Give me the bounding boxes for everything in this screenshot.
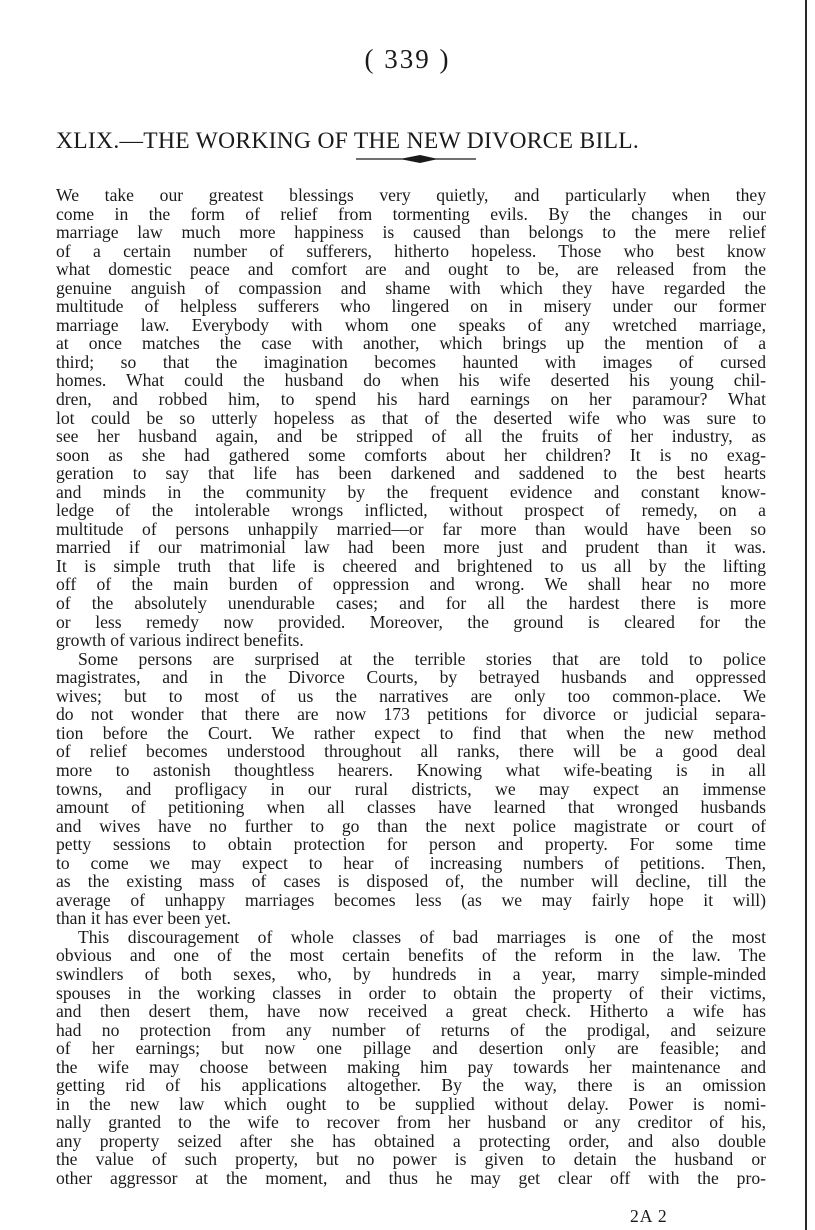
text-line: as the existing mass of cases is disposed of, the number will decline, till the [56, 871, 766, 892]
text-line: amount of petitioning when all classes have learned that wronged husbands [56, 797, 766, 818]
text-line: average of unhappy marriages becomes less (as we may fairly hope it will) [56, 889, 766, 910]
text-line: off of the main burden of oppression and wrong. We shall hear no more [56, 574, 766, 595]
text-line: lot could be so utterly hopeless as that of the deserted wife who was sure to [56, 407, 766, 428]
printer-signature: 2A 2 [630, 1206, 668, 1226]
text-line: marriage law. Everybody with whom one speaks of any wretched marriage, [56, 314, 766, 335]
text-line: wives; but to most of us the narratives are only too common-place. We [56, 685, 766, 706]
text-line: than it has ever been yet. [56, 908, 231, 929]
text-line: in the new law which ought to be supplied without delay. Power is nomi- [56, 1093, 766, 1114]
article-body [56, 186, 766, 1188]
text-line: come in the form of relief from tormenting evils. By the changes in our [56, 203, 766, 224]
text-line: We take our greatest blessings very quietly, and particularly when they [56, 185, 766, 205]
text-line: obvious and one of the most certain benefits of the reform in the law. The [56, 945, 766, 966]
text-line: multitude of helpless sufferers who lingered on in misery under our former [56, 296, 766, 317]
text-line: homes. What could the husband do when his wife deserted his young chil- [56, 370, 766, 391]
text-line: of a certain number of sufferers, hitherto hopeless. Those who best know [56, 240, 766, 261]
article-title: XLIX.—THE WORKING OF THE NEW DIVORCE BILL. [56, 127, 640, 154]
text-line: marriage law much more happiness is caused than belongs to the mere relief [56, 222, 766, 243]
margin-rule [805, 0, 807, 1230]
page-number: ( 339 ) [364, 44, 451, 74]
text-line: magistrates, and in the Divorce Courts, by betrayed husbands and oppressed [56, 667, 766, 688]
text-line: or less remedy now provided. Moreover, the ground is cleared for the [56, 611, 766, 632]
text-line: spouses in the working classes in order to obtain the property of their victims, [56, 982, 766, 1003]
text-line: It is simple truth that life is cheered and brightened to us all by the lifting [56, 555, 766, 576]
text-line: genuine anguish of compassion and shame with which they have regarded the [56, 277, 766, 298]
text-line: to come we may expect to hear of increasing numbers of petitions. Then, [56, 852, 766, 873]
text-line: other aggressor at the moment, and thus he may get clear off with the pro- [56, 1167, 766, 1188]
text-line: any property seized after she has obtained a protecting order, and also double [56, 1130, 766, 1151]
text-line: third; so that the imagination becomes haunted with images of cursed [56, 351, 766, 372]
text-line: Some persons are surprised at the terrible stories that are told to police [78, 648, 766, 669]
text-line: the value of such property, but no power is given to detain the husband or [56, 1149, 766, 1170]
text-line: had no protection from any number of returns of the prodigal, and seizure [56, 1019, 766, 1040]
text-line: the wife may choose between making him pay towards her maintenance and [56, 1056, 766, 1077]
text-line: towns, and profligacy in our rural districts, we may expect an immense [56, 778, 766, 799]
text-line: tion before the Court. We rather expect to find that when the new method [56, 722, 766, 743]
text-line: do not wonder that there are now 173 petitions for divorce or judicial separa- [56, 704, 766, 725]
text-line: petty sessions to obtain protection for person and property. For some time [56, 834, 766, 855]
text-line: multitude of persons unhappily married—or far more than would have been so [56, 518, 766, 539]
text-line: dren, and robbed him, to spend his hard earnings on her paramour? What [56, 389, 766, 410]
text-line: of her earnings; but now one pillage and desertion only are feasible; and [56, 1038, 766, 1059]
text-line: and minds in the community by the frequent evidence and constant know- [56, 481, 766, 502]
text-line: geration to say that life has been darkened and saddened to the best hearts [56, 463, 766, 484]
text-line: more to astonish thoughtless hearers. Knowing what wife-beating is in all [56, 759, 766, 780]
text-line: of relief becomes understood throughout all ranks, there will be a good deal [56, 741, 766, 762]
text-line: growth of various indirect benefits. [56, 630, 304, 651]
text-line: at once matches the case with another, which brings up the mention of a [56, 333, 766, 354]
text-line: swindlers of both sexes, who, by hundreds in a year, marry simple-minded [56, 963, 766, 984]
text-line: soon as she had gathered some comforts about her children? It is no exag- [56, 444, 766, 465]
text-line: of the absolutely unendurable cases; and for all the hardest there is more [56, 593, 766, 614]
text-line: married if our matrimonial law had been more just and prudent than it was. [56, 537, 766, 558]
text-line: and then desert them, have now received a great check. Hitherto a wife has [56, 1001, 766, 1022]
text-line: ledge of the intolerable wrongs inflicted, without prospect of remedy, on a [56, 500, 766, 521]
text-line: and wives have no further to go than the next police magistrate or court of [56, 815, 766, 836]
text-line: This discouragement of whole classes of bad marriages is one of the most [78, 926, 766, 947]
title-ornament [356, 152, 476, 166]
text-line: getting rid of his applications altogether. By the way, there is an omission [56, 1075, 766, 1096]
text-line: see her husband again, and be stripped of all the fruits of her industry, as [56, 426, 766, 447]
text-line: nally granted to the wife to recover from her husband or any creditor of his, [56, 1112, 766, 1133]
text-line: what domestic peace and comfort are and ought to be, are released from the [56, 259, 766, 280]
